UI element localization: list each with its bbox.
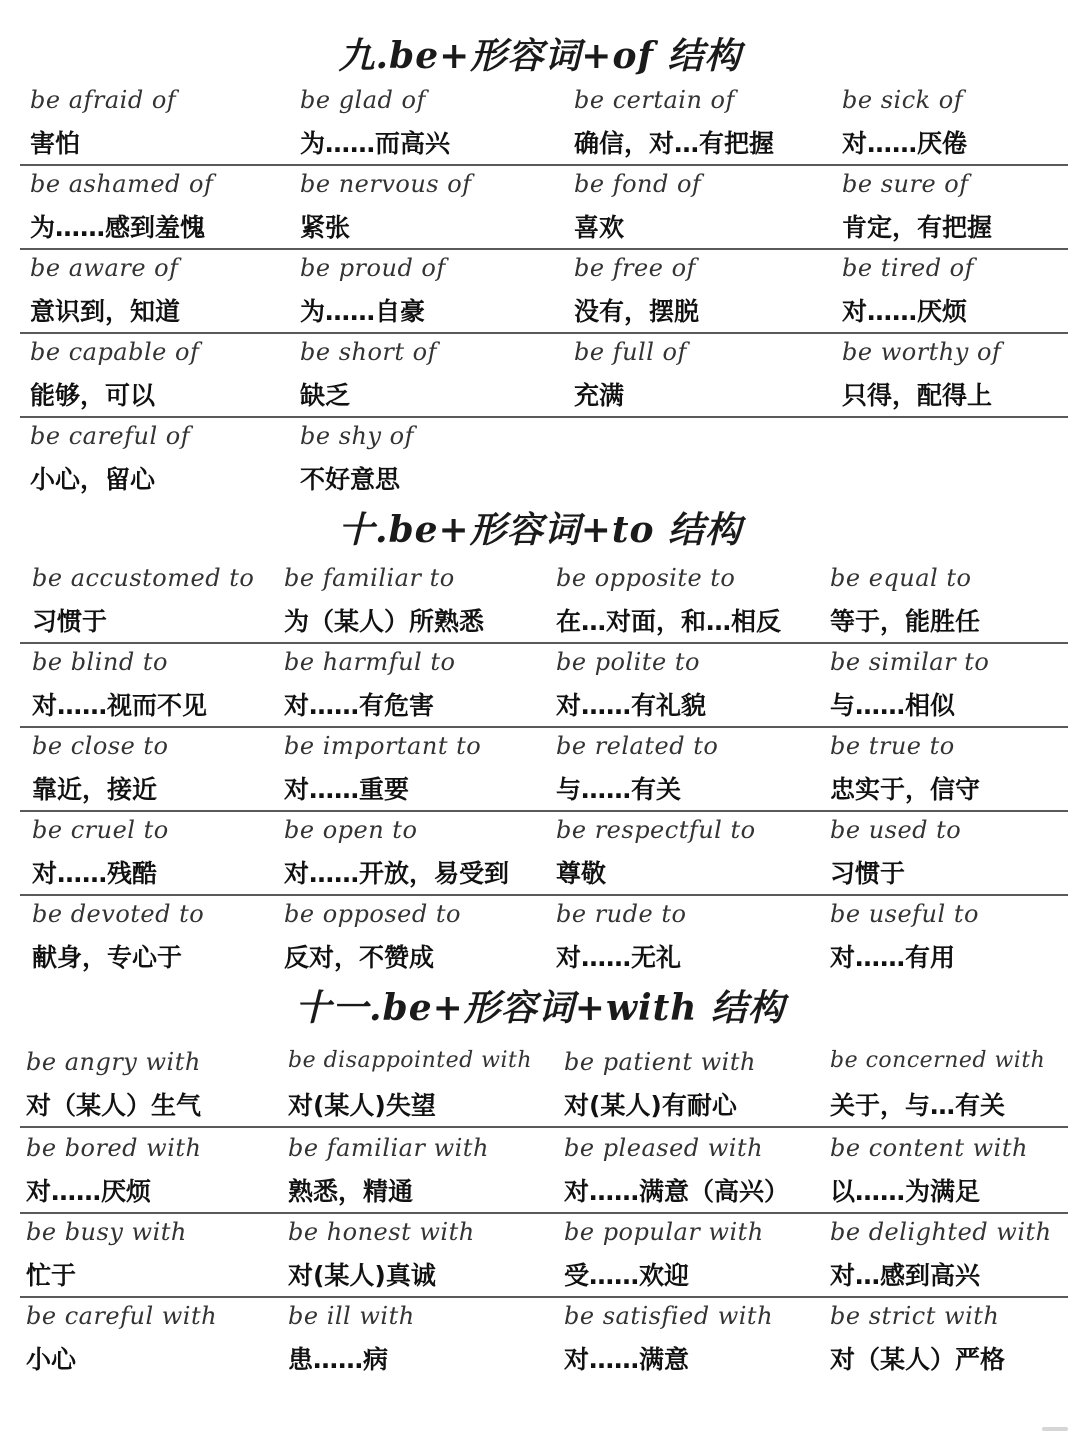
phrase-english: be popular with <box>564 1218 764 1246</box>
phrase-chinese: 熟悉，精通 <box>288 1177 414 1206</box>
phrase-english: be opposed to <box>284 900 461 928</box>
phrase-english: be harmful to <box>284 648 456 676</box>
phrase-chinese: 不好意思 <box>300 465 401 494</box>
phrase-english: be useful to <box>830 900 979 928</box>
phrase-english: be shy of <box>300 422 414 450</box>
phrase-cell <box>574 332 842 416</box>
phrase-english: be used to <box>830 816 962 844</box>
phrase-chinese: 为……感到羞愧 <box>30 213 206 242</box>
phrase-english: be careful with <box>26 1302 218 1330</box>
phrase-chinese: 对……厌烦 <box>842 297 968 326</box>
phrase-english: be delighted with <box>830 1218 1052 1246</box>
table-row <box>20 810 1068 896</box>
table-row <box>20 416 1068 500</box>
phrase-chinese: 习惯于 <box>830 859 906 888</box>
phrase-chinese: 在…对面，和…相反 <box>556 607 782 636</box>
phrase-chinese: 对……视而不见 <box>32 691 208 720</box>
phrase-english: be patient with <box>564 1048 756 1076</box>
phrase-chinese: 对(某人)失望 <box>288 1091 436 1120</box>
phrase-cell <box>830 1128 1068 1212</box>
phrase-chinese: 只得，配得上 <box>842 381 993 410</box>
phrase-chinese: 忠实于，信守 <box>830 775 981 804</box>
phrase-cell <box>556 810 830 894</box>
table-row <box>20 558 1068 644</box>
phrase-chinese: 紧张 <box>300 213 351 242</box>
phrase-cell <box>300 164 574 248</box>
phrase-chinese: 对……有危害 <box>284 691 435 720</box>
phrase-english: be devoted to <box>32 900 205 928</box>
phrase-chinese: 等于，能胜任 <box>830 607 981 636</box>
phrase-cell <box>284 810 556 894</box>
phrase-cell <box>30 332 300 416</box>
phrase-chinese: 对（某人）生气 <box>26 1091 202 1120</box>
phrase-english: be free of <box>574 254 696 282</box>
scroll-indicator[interactable] <box>1042 1427 1068 1431</box>
phrase-chinese: 意识到，知道 <box>30 297 181 326</box>
phrase-chinese: 对……有用 <box>830 943 956 972</box>
phrase-cell <box>288 1042 564 1126</box>
phrase-english: be angry with <box>26 1048 201 1076</box>
phrase-english: be aware of <box>30 254 179 282</box>
phrase-english: be worthy of <box>842 338 1002 366</box>
phrase-cell <box>288 1212 564 1296</box>
phrase-chinese: 对……有礼貌 <box>556 691 707 720</box>
phrase-chinese: 患……病 <box>288 1345 389 1374</box>
phrase-cell <box>26 1212 288 1296</box>
phrase-chinese: 对(某人)有耐心 <box>564 1091 737 1120</box>
phrase-cell <box>32 810 284 894</box>
phrase-chinese: 与……相似 <box>830 691 956 720</box>
phrase-english: be ill with <box>288 1302 415 1330</box>
phrase-english: be sick of <box>842 86 964 114</box>
phrase-cell <box>574 164 842 248</box>
phrase-cell <box>556 894 830 978</box>
phrase-chinese: 喜欢 <box>574 213 625 242</box>
phrase-cell <box>32 642 284 726</box>
phrase-cell <box>288 1296 564 1380</box>
phrase-cell <box>842 332 1068 416</box>
phrase-chinese: 尊敬 <box>556 859 607 888</box>
phrase-cell <box>556 642 830 726</box>
phrase-chinese: 为……而高兴 <box>300 129 451 158</box>
phrase-english: be strict with <box>830 1302 1000 1330</box>
phrase-cell <box>830 1042 1068 1126</box>
table-row <box>20 1128 1068 1214</box>
phrase-chinese: 献身，专心于 <box>32 943 183 972</box>
table-row <box>20 248 1068 334</box>
phrase-english: be ashamed of <box>30 170 214 198</box>
phrase-cell <box>574 248 842 332</box>
phrase-english: be bored with <box>26 1134 202 1162</box>
phrase-english: be nervous of <box>300 170 472 198</box>
phrase-english: be honest with <box>288 1218 475 1246</box>
phrase-english: be polite to <box>556 648 700 676</box>
phrase-cell <box>556 558 830 642</box>
phrase-chinese: 对（某人）严格 <box>830 1345 1006 1374</box>
table-row <box>20 1212 1068 1298</box>
phrase-english: be tired of <box>842 254 975 282</box>
phrase-chinese: 对……重要 <box>284 775 410 804</box>
phrase-chinese: 小心 <box>26 1345 77 1374</box>
phrase-english: be busy with <box>26 1218 187 1246</box>
phrase-cell <box>830 642 1068 726</box>
phrase-english: be concerned with <box>830 1048 1046 1073</box>
phrase-chinese: 能够，可以 <box>30 381 156 410</box>
phrase-english: be certain of <box>574 86 735 114</box>
phrase-cell <box>830 894 1068 978</box>
phrase-chinese: 忙于 <box>26 1261 77 1290</box>
table-row <box>20 1042 1068 1128</box>
phrase-cell <box>564 1128 830 1212</box>
phrase-english: be careful of <box>30 422 191 450</box>
phrase-english: be short of <box>300 338 437 366</box>
phrase-chinese: 对……厌倦 <box>842 129 968 158</box>
phrase-english: be rude to <box>556 900 687 928</box>
phrase-chinese: 对……满意 <box>564 1345 690 1374</box>
phrase-chinese: 为……自豪 <box>300 297 426 326</box>
phrase-english: be equal to <box>830 564 972 592</box>
phrase-english: be close to <box>32 732 169 760</box>
table-row <box>20 164 1068 250</box>
phrase-english: be fond of <box>574 170 702 198</box>
phrase-cell <box>284 558 556 642</box>
phrase-english: be content with <box>830 1134 1028 1162</box>
phrase-cell <box>30 416 300 500</box>
phrase-cell <box>300 332 574 416</box>
phrase-cell <box>842 248 1068 332</box>
phrase-chinese: 关于，与…有关 <box>830 1091 1006 1120</box>
phrase-chinese: 以……为满足 <box>830 1177 981 1206</box>
phrase-english: be opposite to <box>556 564 736 592</box>
phrase-cell <box>556 726 830 810</box>
phrase-cell <box>842 80 1068 164</box>
phrase-chinese: 与……有关 <box>556 775 682 804</box>
phrase-english: be cruel to <box>32 816 169 844</box>
phrase-cell <box>830 1212 1068 1296</box>
phrase-english: be disappointed with <box>288 1048 533 1073</box>
phrase-chinese: 对……满意（高兴） <box>564 1177 790 1206</box>
phrase-english: be familiar with <box>288 1134 489 1162</box>
phrase-english: be proud of <box>300 254 446 282</box>
phrase-cell <box>564 1212 830 1296</box>
phrase-english: be sure of <box>842 170 969 198</box>
phrase-chinese: 对……残酷 <box>32 859 158 888</box>
phrase-cell <box>830 810 1068 894</box>
phrase-cell <box>564 1296 830 1380</box>
section-title-with: 十一.be+形容词+with 结构 <box>295 987 785 1029</box>
phrase-cell <box>300 416 574 500</box>
phrase-cell <box>300 248 574 332</box>
phrase-cell <box>574 80 842 164</box>
phrase-cell <box>288 1128 564 1212</box>
phrase-english: be accustomed to <box>32 564 255 592</box>
phrase-cell <box>300 80 574 164</box>
phrase-cell <box>284 894 556 978</box>
phrase-chinese: 没有，摆脱 <box>574 297 700 326</box>
phrase-cell <box>30 80 300 164</box>
phrase-english: be satisfied with <box>564 1302 774 1330</box>
table-row <box>20 332 1068 418</box>
phrase-cell <box>830 1296 1068 1380</box>
phrase-chinese: 确信，对…有把握 <box>574 129 775 158</box>
section-title-to: 十.be+形容词+to 结构 <box>337 509 743 551</box>
phrase-cell <box>284 642 556 726</box>
phrase-chinese: 对…感到高兴 <box>830 1261 981 1290</box>
phrase-cell <box>830 726 1068 810</box>
phrase-english: be related to <box>556 732 719 760</box>
table-row <box>20 642 1068 728</box>
phrase-cell <box>32 726 284 810</box>
phrase-chinese: 受……欢迎 <box>564 1261 690 1290</box>
phrase-english: be full of <box>574 338 687 366</box>
phrase-english: be true to <box>830 732 955 760</box>
phrase-cell <box>32 558 284 642</box>
phrase-cell <box>284 726 556 810</box>
table-row <box>20 726 1068 812</box>
phrase-cell <box>26 1042 288 1126</box>
table-row <box>20 80 1068 166</box>
phrase-chinese: 对……厌烦 <box>26 1177 152 1206</box>
phrase-cell <box>26 1296 288 1380</box>
phrase-cell <box>830 558 1068 642</box>
phrase-chinese: 为（某人）所熟悉 <box>284 607 485 636</box>
phrase-chinese: 肯定，有把握 <box>842 213 993 242</box>
table-row <box>20 894 1068 978</box>
phrase-chinese: 对……无礼 <box>556 943 682 972</box>
phrase-chinese: 对……开放，易受到 <box>284 859 510 888</box>
table-row <box>20 1296 1068 1380</box>
phrase-chinese: 靠近，接近 <box>32 775 158 804</box>
phrase-chinese: 缺乏 <box>300 381 351 410</box>
phrase-english: be familiar to <box>284 564 455 592</box>
phrase-chinese: 充满 <box>574 381 625 410</box>
phrase-english: be glad of <box>300 86 426 114</box>
phrase-chinese: 害怕 <box>30 129 81 158</box>
phrase-english: be important to <box>284 732 482 760</box>
phrase-chinese: 反对，不赞成 <box>284 943 435 972</box>
phrase-english: be capable of <box>30 338 200 366</box>
phrase-cell <box>564 1042 830 1126</box>
section-title-of: 九.be+形容词+of 结构 <box>338 35 742 77</box>
phrase-cell <box>30 164 300 248</box>
phrase-english: be afraid of <box>30 86 177 114</box>
phrase-english: be respectful to <box>556 816 756 844</box>
phrase-english: be blind to <box>32 648 168 676</box>
phrase-english: be pleased with <box>564 1134 764 1162</box>
phrase-cell <box>842 164 1068 248</box>
phrase-cell <box>26 1128 288 1212</box>
phrase-cell <box>30 248 300 332</box>
phrase-chinese: 对(某人)真诚 <box>288 1261 436 1290</box>
phrase-cell <box>32 894 284 978</box>
phrase-chinese: 习惯于 <box>32 607 108 636</box>
phrase-chinese: 小心，留心 <box>30 465 156 494</box>
phrase-english: be open to <box>284 816 418 844</box>
phrase-english: be similar to <box>830 648 990 676</box>
